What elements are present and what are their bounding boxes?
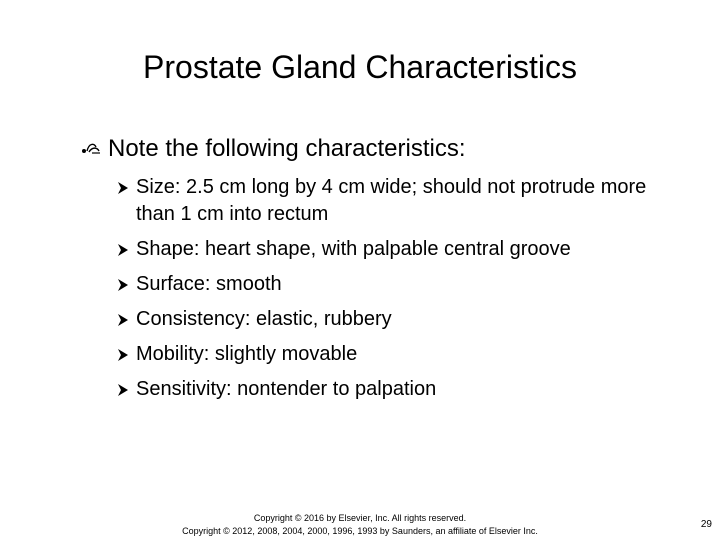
list-item-text: Consistency: elastic, rubbery [136, 308, 392, 330]
arrow-bullet-icon [116, 306, 136, 333]
list-item [116, 341, 676, 368]
arrow-bullet-icon [116, 236, 136, 263]
list-item-text: Size: 2.5 cm long by 4 cm wide; should not protrude more than 1 cm into rectum [136, 176, 647, 225]
slide-title: Prostate Gland Characteristics [143, 49, 577, 85]
list-item [116, 376, 676, 403]
characteristics-list [116, 174, 676, 411]
list-item [116, 174, 676, 228]
arrow-bullet-icon [116, 174, 136, 201]
list-item-text: Mobility: slightly movable [136, 343, 358, 365]
arrow-bullet-icon [116, 376, 136, 403]
intro-text: Note the following characteristics: [108, 135, 466, 162]
list-item-text: Sensitivity: nontender to palpation [136, 378, 437, 400]
page-number: 29 [700, 519, 712, 530]
copyright-line-1: Copyright © 2016 by Elsevier, Inc. All rights reserved. [253, 513, 467, 523]
list-item-text: Shape: heart shape, with palpable central groove [136, 238, 571, 260]
arrow-bullet-icon [116, 271, 136, 298]
list-item [116, 236, 676, 263]
list-item-text: Surface: smooth [136, 273, 282, 295]
copyright-line-2: Copyright © 2012, 2008, 2004, 2000, 1996, 1993 by Saunders, an affiliate of Elsevier Inc. [182, 526, 538, 536]
intro-bullet [80, 134, 466, 164]
list-item [116, 306, 676, 333]
arrow-bullet-icon [116, 341, 136, 368]
bullet-glyph-icon [80, 137, 102, 159]
footer-copyright [140, 512, 580, 538]
list-item [116, 271, 676, 298]
